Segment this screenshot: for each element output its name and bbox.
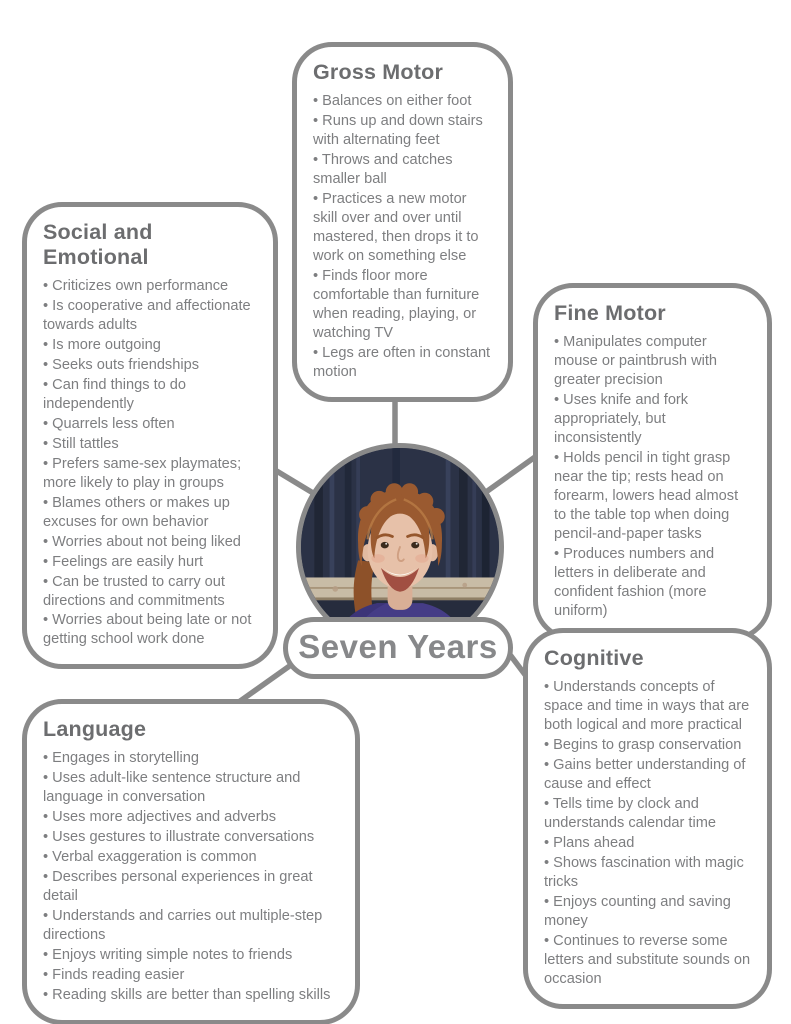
milestone-item: • Practices a new motor skill over and over until mastered, then drops it to work on something else [313, 190, 493, 266]
milestone-item: • Seeks outs friendships [43, 356, 258, 375]
center-label-pill [283, 617, 513, 679]
milestone-item: • Understands concepts of space and time in ways that are both logical and more practical [544, 678, 752, 735]
milestone-item: • Understands and carries out multiple-step directions [43, 907, 340, 945]
milestone-item: • Worries about not being liked [43, 533, 258, 552]
milestone-item: • Finds reading easier [43, 966, 340, 985]
milestone-item: • Produces numbers and letters in deliberate and confident fashion (more uniform) [554, 545, 752, 621]
milestone-item: • Prefers same-sex playmates; more likely to play in groups [43, 455, 258, 493]
box-title: Language [43, 717, 147, 741]
box-title: Cognitive [544, 646, 644, 670]
milestone-item: • Describes personal experiences in great detail [43, 868, 340, 906]
milestone-item: • Worries about being late or not getting school work done [43, 611, 258, 649]
milestone-list [43, 749, 340, 1005]
milestone-item: • Verbal exaggeration is common [43, 848, 340, 867]
milestone-item: • Uses more adjectives and adverbs [43, 808, 340, 827]
milestone-item: • Quarrels less often [43, 415, 258, 434]
cheek-right [415, 554, 428, 563]
milestone-box-social-emotional [22, 202, 278, 669]
box-title: Social and Emotional [43, 220, 153, 269]
milestone-item: • Legs are often in constant motion [313, 344, 493, 382]
milestone-item: • Balances on either foot [313, 92, 493, 111]
milestone-item: • Finds floor more comfortable than furniture when reading, playing, or watching TV [313, 267, 493, 343]
box-title: Fine Motor [554, 301, 666, 325]
milestone-item: • Engages in storytelling [43, 749, 340, 768]
center-label: Seven Years [298, 628, 498, 665]
milestone-item: • Criticizes own performance [43, 277, 258, 296]
milestone-item: • Runs up and down stairs with alternating feet [313, 112, 493, 150]
milestone-item: • Blames others or makes up excuses for own behavior [43, 494, 258, 532]
milestone-item: • Holds pencil in tight grasp near the tip; rests head on forearm, lowers head almost to the table top when doing pencil-and-paper tasks [554, 449, 752, 544]
cheek-left [371, 554, 384, 563]
milestone-item: • Throws and catches smaller ball [313, 151, 493, 189]
milestone-list [313, 92, 493, 382]
milestone-item: • Begins to grasp conservation [544, 736, 752, 755]
milestone-item: • Can be trusted to carry out directions and commitments [43, 573, 258, 611]
milestone-box-fine-motor [533, 283, 772, 641]
milestone-item: • Can find things to do independently [43, 376, 258, 414]
milestone-item: • Uses gestures to illustrate conversations [43, 828, 340, 847]
eye-right [411, 542, 419, 548]
milestone-list [43, 277, 258, 649]
milestone-item: • Reading skills are better than spelling skills [43, 986, 340, 1005]
milestone-item: • Feelings are easily hurt [43, 553, 258, 572]
milestone-item: • Is more outgoing [43, 336, 258, 355]
milestone-item: • Uses adult-like sentence structure and language in conversation [43, 769, 340, 807]
milestone-item: • Is cooperative and affectionate towards adults [43, 297, 258, 335]
milestone-box-language [22, 699, 360, 1024]
milestone-item: • Continues to reverse some letters and substitute sounds on occasion [544, 932, 752, 989]
milestone-item: • Shows fascination with magic tricks [544, 854, 752, 892]
eye-left [381, 542, 389, 548]
milestone-item: • Enjoys counting and saving money [544, 893, 752, 931]
milestone-item: • Enjoys writing simple notes to friends [43, 946, 340, 965]
milestone-item: • Manipulates computer mouse or paintbrush with greater precision [554, 333, 752, 390]
milestone-box-gross-motor [292, 42, 513, 402]
milestone-list [554, 333, 752, 621]
box-title: Gross Motor [313, 60, 444, 84]
milestone-item: • Tells time by clock and understands calendar time [544, 795, 752, 833]
milestone-list [544, 678, 752, 989]
milestone-item: • Still tattles [43, 435, 258, 454]
milestone-box-cognitive [523, 628, 772, 1009]
milestone-item: • Uses knife and fork appropriately, but inconsistently [554, 391, 752, 448]
milestone-item: • Gains better understanding of cause and effect [544, 756, 752, 794]
milestone-item: • Plans ahead [544, 834, 752, 853]
